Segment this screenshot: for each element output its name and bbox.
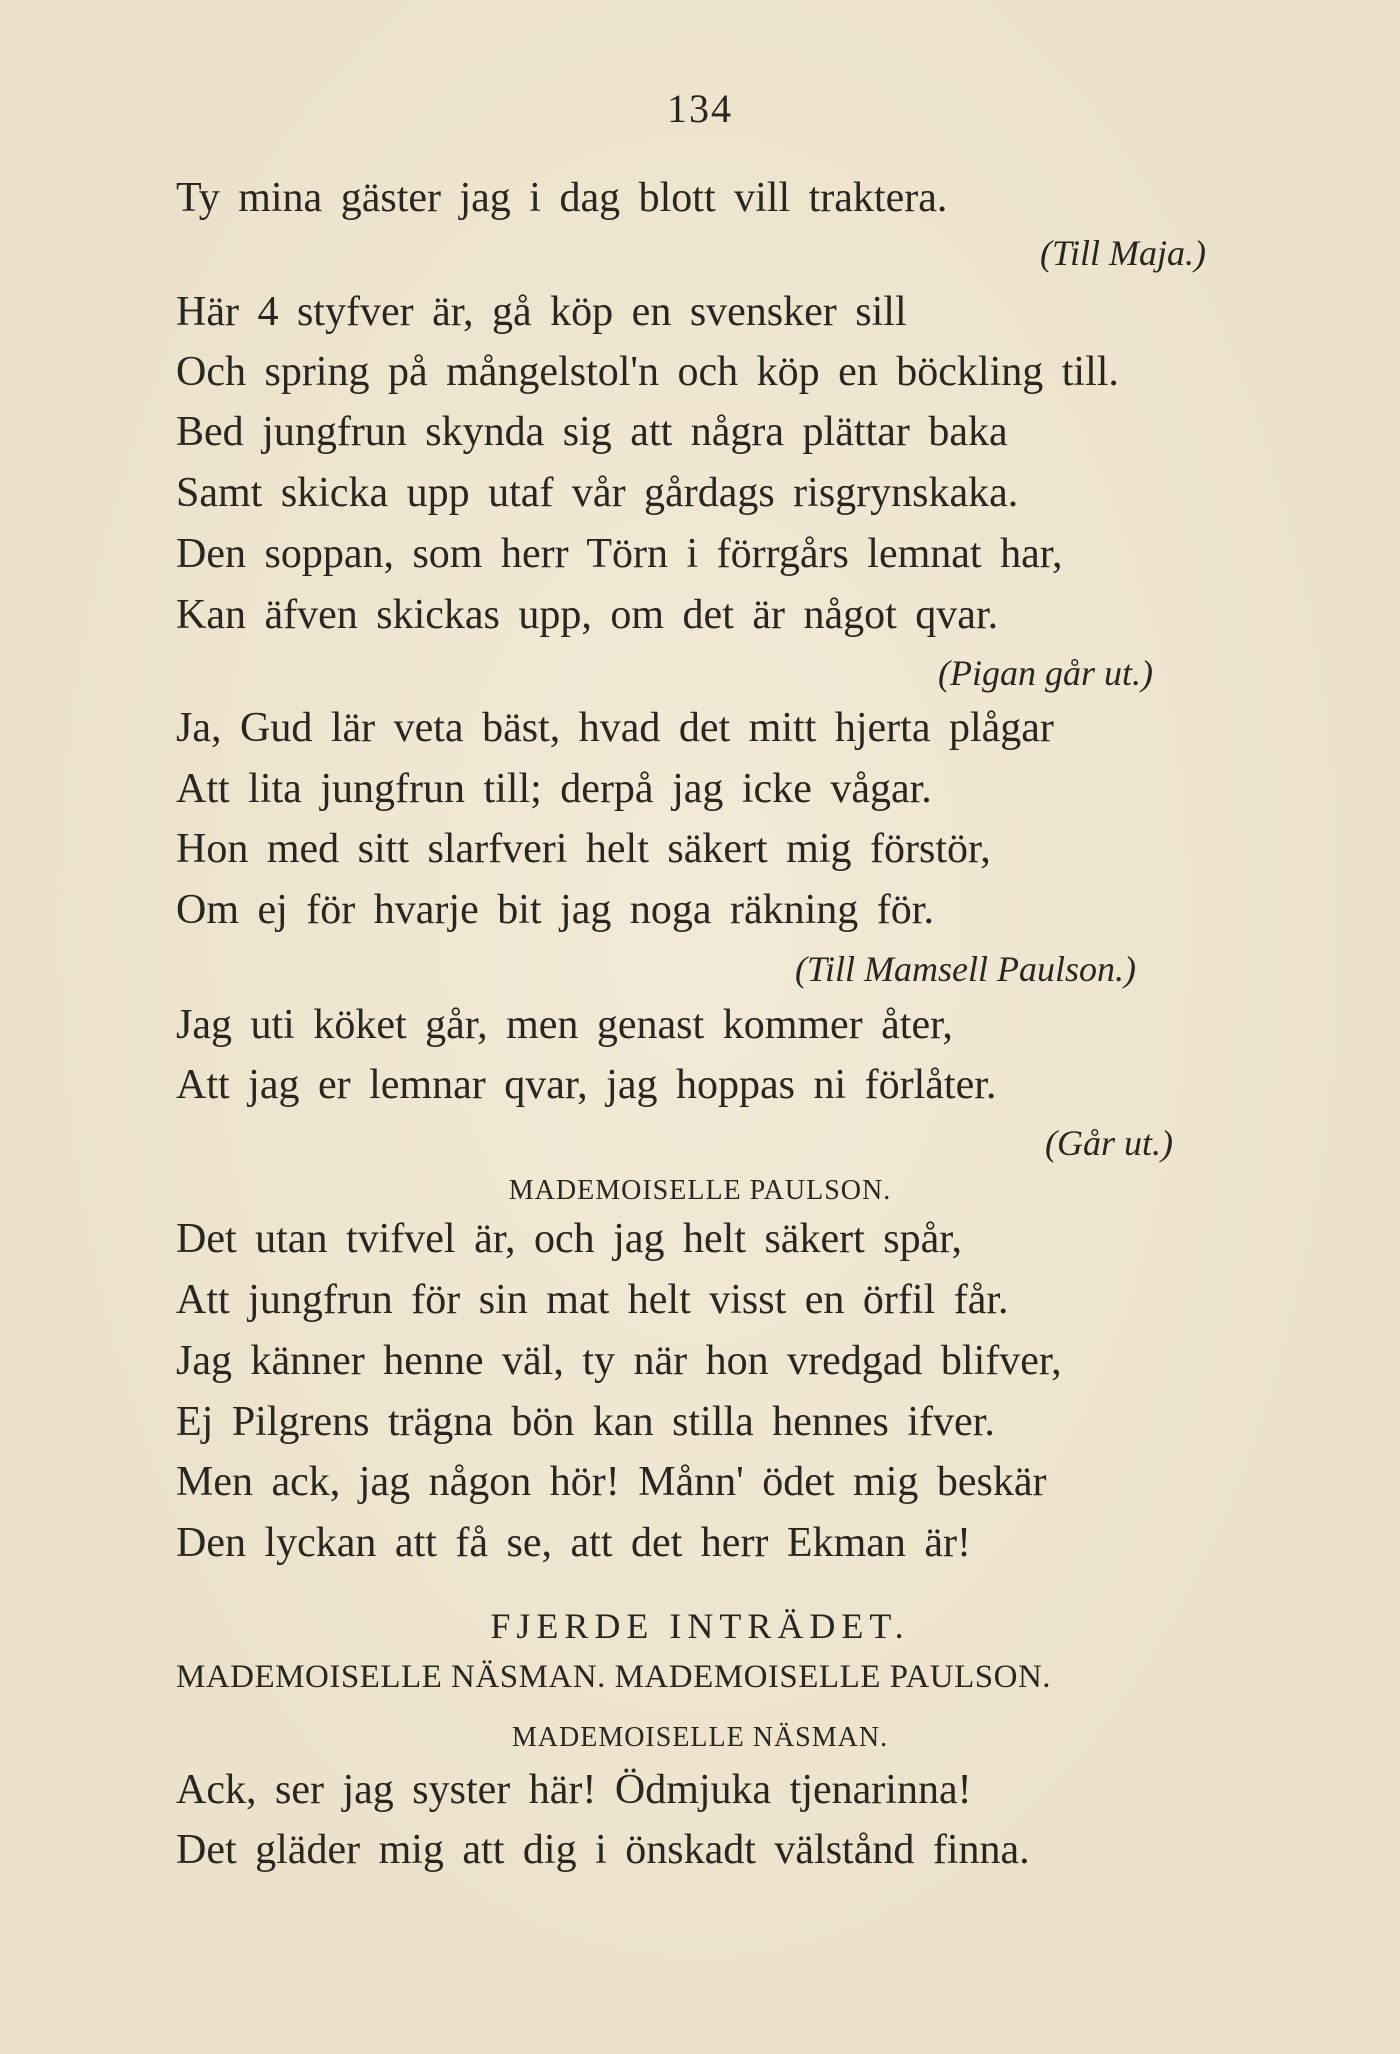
- verse-line: Jag uti köket går, men genast kommer åter,: [176, 1002, 953, 1048]
- verse-line: Men ack, jag någon hör! Månn' ödet mig beskär: [176, 1459, 1047, 1505]
- speaker-name: MADEMOISELLE PAULSON.: [508, 1175, 892, 1206]
- verse-line: Att jungfrun för sin mat helt visst en örfil får.: [176, 1277, 1009, 1323]
- stage-direction: (Till Maja.): [1040, 233, 1207, 273]
- scene-heading: FJERDE INTRÄDET.: [490, 1606, 910, 1646]
- page-number: 134: [667, 86, 733, 131]
- speaker-name: MADEMOISELLE NÄSMAN.: [511, 1722, 889, 1753]
- verse-line: Det utan tvifvel är, och jag helt säkert spår,: [176, 1216, 963, 1262]
- cast-list: MADEMOISELLE NÄSMAN. MADEMOISELLE PAULSON.: [176, 1659, 1052, 1695]
- verse-line: Ty mina gäster jag i dag blott vill traktera.: [176, 175, 948, 221]
- verse-line: Den soppan, som herr Törn i förrgårs lemnat har,: [176, 531, 1063, 577]
- verse-line: Den lyckan att få se, att det herr Ekman är!: [176, 1520, 972, 1566]
- verse-line: Jag känner henne väl, ty när hon vredgad blifver,: [176, 1338, 1062, 1384]
- verse-line: Samt skicka upp utaf vår gårdags risgrynskaka.: [176, 470, 1019, 516]
- verse-line: Det gläder mig att dig i önskadt välstånd finna.: [176, 1827, 1030, 1873]
- verse-line: Och spring på mångelstol'n och köp en böckling till.: [176, 349, 1119, 395]
- verse-line: Att jag er lemnar qvar, jag hoppas ni förlåter.: [176, 1062, 997, 1108]
- stage-direction: (Går ut.): [1045, 1123, 1173, 1163]
- verse-line: Här 4 styfver är, gå köp en svensker sill: [176, 289, 907, 335]
- verse-line: Hon med sitt slarfveri helt säkert mig förstör,: [176, 826, 991, 872]
- verse-line: Att lita jungfrun till; derpå jag icke vågar.: [176, 766, 932, 812]
- verse-line: Ja, Gud lär veta bäst, hvad det mitt hjerta plågar: [176, 705, 1054, 751]
- verse-line: Ej Pilgrens trägna bön kan stilla hennes ifver.: [176, 1399, 995, 1445]
- verse-line: Ack, ser jag syster här! Ödmjuka tjenarinna!: [176, 1767, 972, 1813]
- stage-direction: (Till Mamsell Paulson.): [795, 949, 1136, 989]
- stage-direction: (Pigan går ut.): [938, 653, 1153, 693]
- verse-line: Om ej för hvarje bit jag noga räkning för.: [176, 887, 934, 933]
- verse-line: Bed jungfrun skynda sig att några plättar baka: [176, 409, 1008, 455]
- verse-line: Kan äfven skickas upp, om det är något qvar.: [176, 592, 999, 638]
